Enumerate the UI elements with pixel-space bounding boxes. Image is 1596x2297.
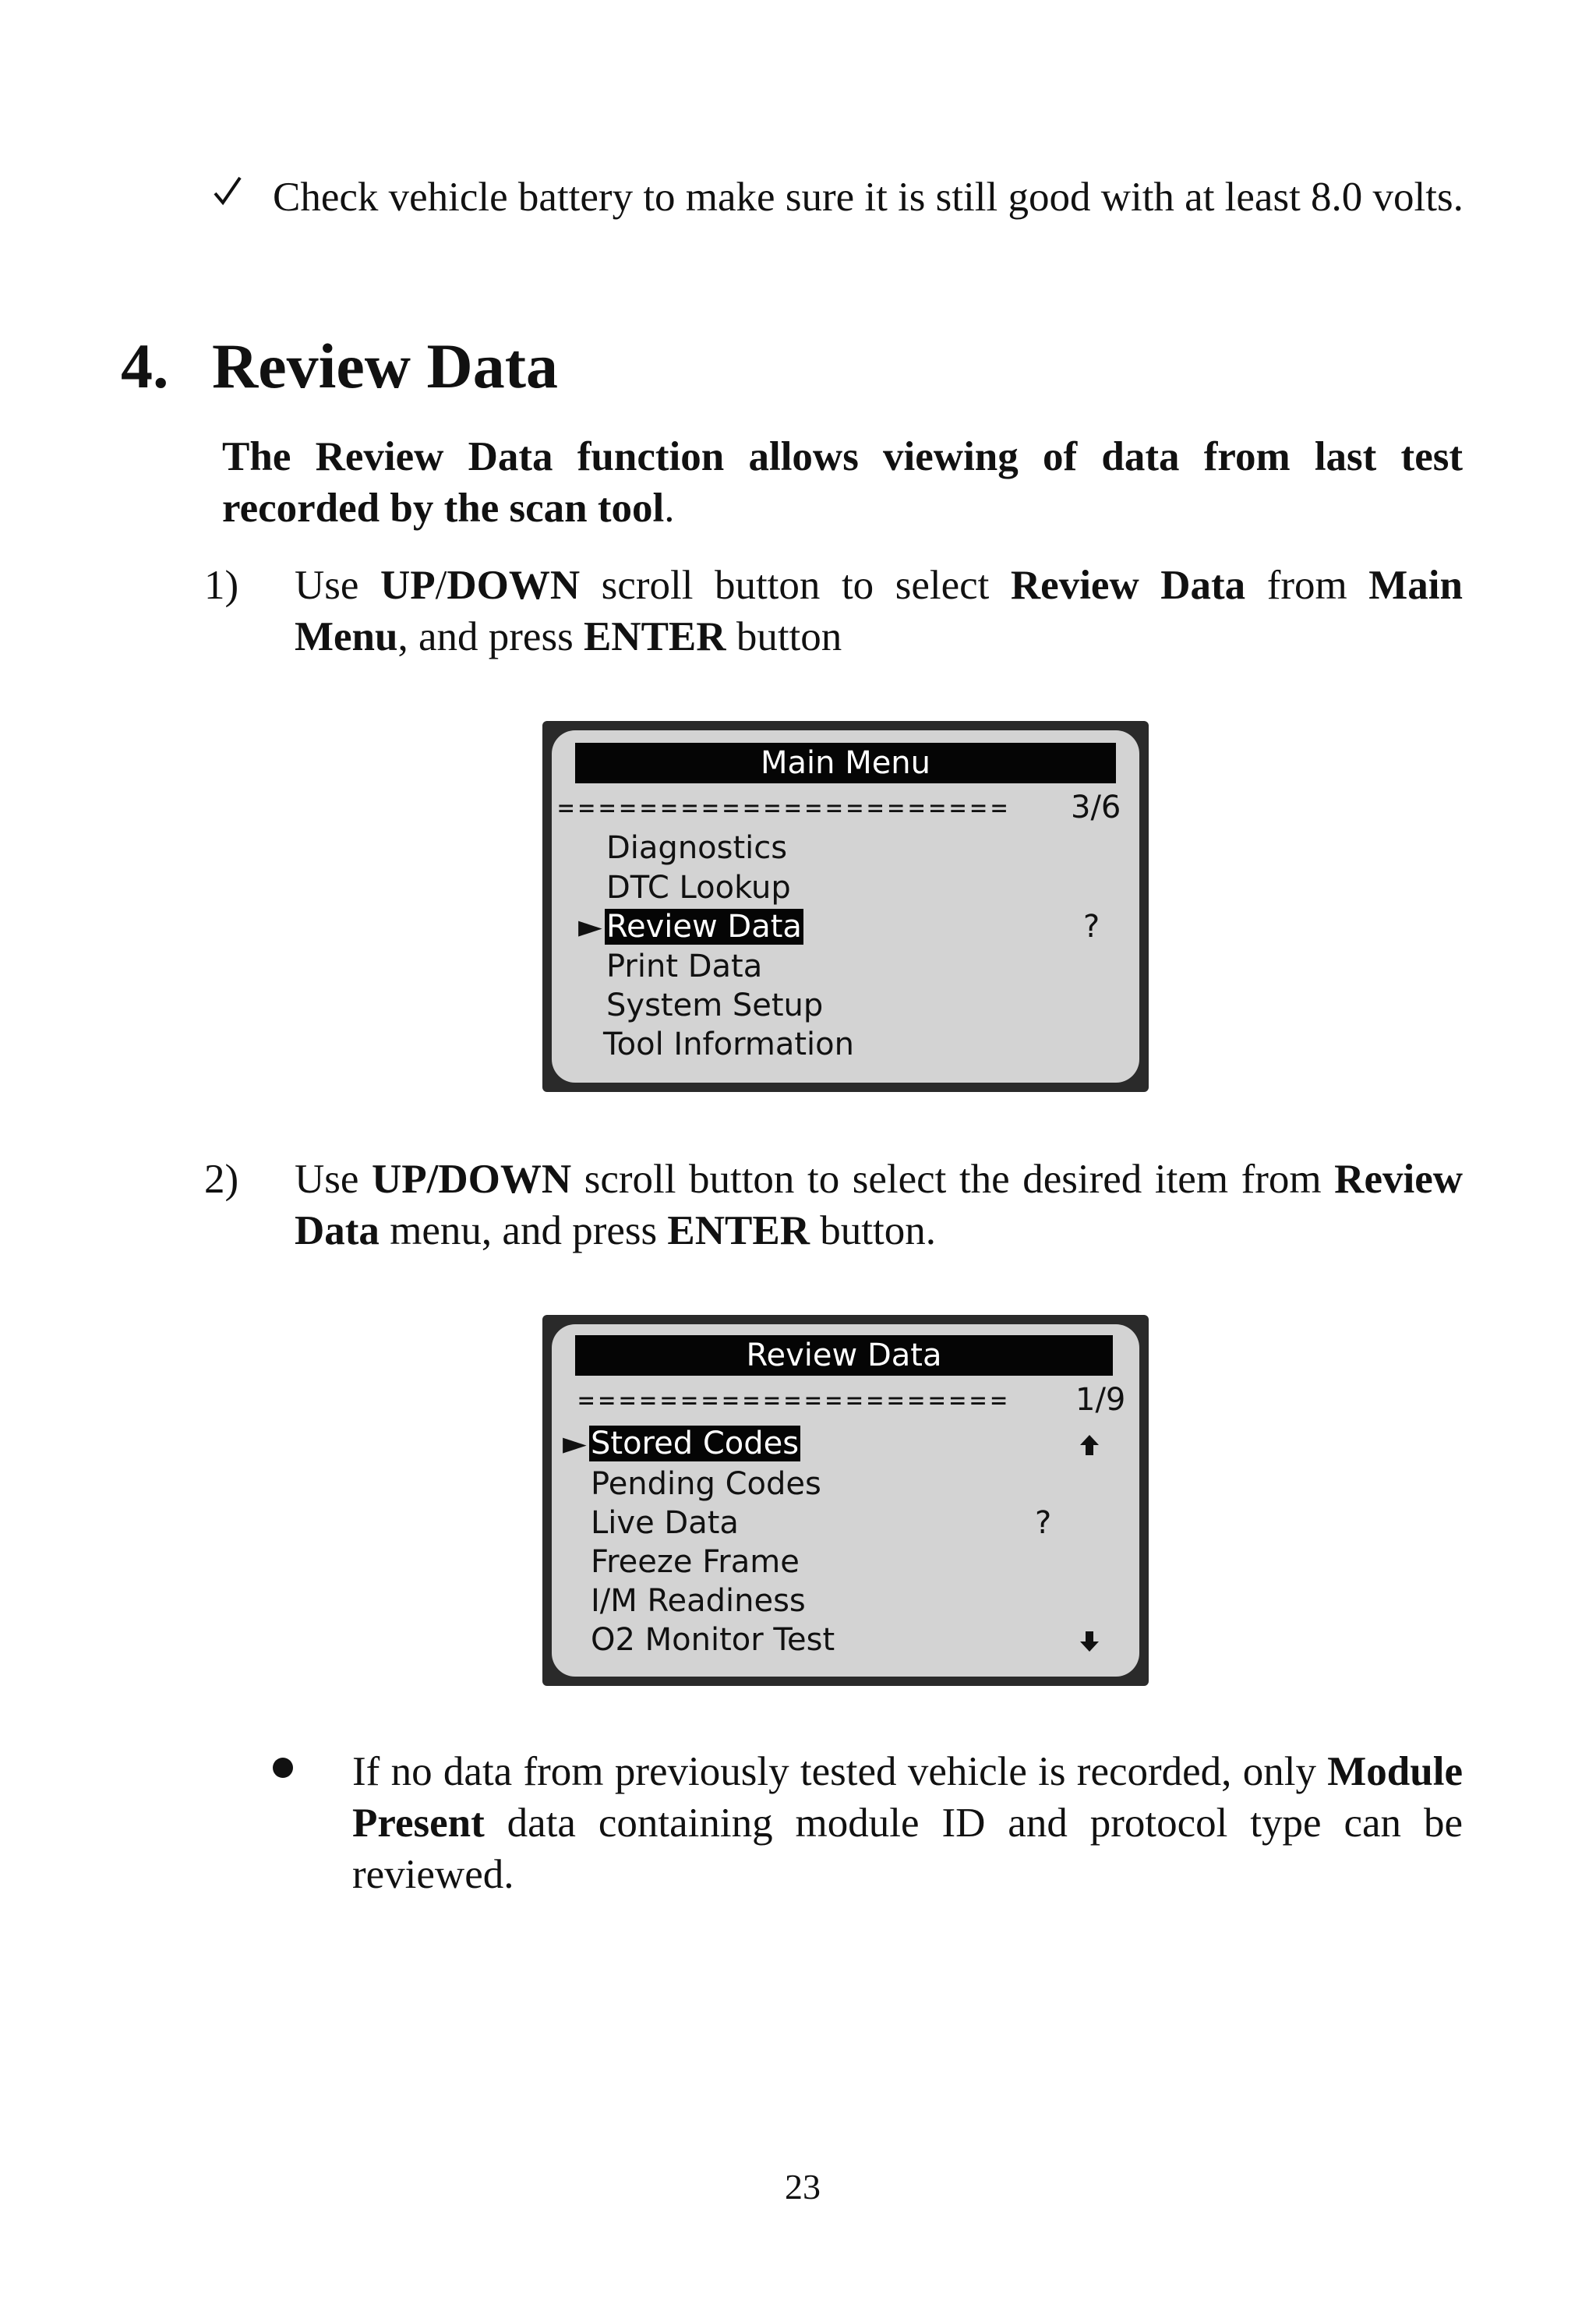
review-data-separator: ===================== xyxy=(578,1385,1012,1416)
note-text: If no data from previously tested vehicle is recorded, only Module Present data containing module ID and protocol type can be reviewed. xyxy=(352,1749,1463,1897)
menu-item-pending-codes[interactable]: Pending Codes xyxy=(591,1466,821,1502)
menu-item-diagnostics[interactable]: Diagnostics xyxy=(606,830,788,866)
selection-pointer-icon: ► xyxy=(578,909,602,945)
arrow-up-icon xyxy=(1079,1433,1100,1457)
menu-item-live-data[interactable]: Live Data xyxy=(591,1505,739,1541)
section-title: Review Data xyxy=(212,330,559,401)
main-menu-counter: 3/6 xyxy=(1071,790,1121,825)
menu-item-system-setup[interactable]: System Setup xyxy=(606,988,824,1023)
menu-item-tool-information[interactable]: Tool Information xyxy=(603,1027,854,1062)
step-1-number: 1) xyxy=(204,563,239,608)
step-1-text: Use UP/DOWN scroll button to select Review Data from Main Menu, and press ENTER button xyxy=(295,563,1463,659)
main-menu-separator: ====================== xyxy=(558,793,1012,824)
step-2-number: 2) xyxy=(204,1157,239,1202)
menu-item-o2-monitor-test[interactable]: O2 Monitor Test xyxy=(591,1622,835,1658)
menu-item-stored-codes[interactable]: Stored Codes xyxy=(591,1426,800,1461)
bullet-icon xyxy=(273,1758,293,1778)
main-menu-title: Main Menu xyxy=(575,743,1116,783)
section-description xyxy=(222,431,1463,534)
main-menu-screen xyxy=(542,721,1149,1092)
arrow-down-icon xyxy=(1079,1630,1100,1653)
section-number: 4. xyxy=(121,330,169,401)
review-data-counter: 1/9 xyxy=(1075,1382,1126,1418)
help-marker: ? xyxy=(1083,909,1100,945)
menu-item-review-data[interactable]: Review Data xyxy=(606,909,802,945)
menu-item-freeze-frame[interactable]: Freeze Frame xyxy=(591,1544,800,1580)
page-number: 23 xyxy=(785,2167,821,2207)
selection-pointer-icon: ► xyxy=(563,1426,587,1461)
description-bold: The Review Data function allows viewing of data from last test recorded by the scan tool xyxy=(222,434,1463,531)
step-2-text: Use UP/DOWN scroll button to select the desired item from Review Data menu, and press ENTER button. xyxy=(295,1157,1463,1253)
menu-item-im-readiness[interactable]: I/M Readiness xyxy=(591,1583,806,1619)
check-mark-icon xyxy=(212,171,243,210)
description-end: . xyxy=(664,486,675,531)
menu-item-print-data[interactable]: Print Data xyxy=(606,949,763,984)
review-data-screen xyxy=(542,1315,1149,1686)
review-data-title: Review Data xyxy=(575,1335,1113,1376)
menu-item-dtc-lookup[interactable]: DTC Lookup xyxy=(606,870,791,906)
help-marker: ? xyxy=(1035,1505,1052,1541)
battery-check-text: Check vehicle battery to make sure it is still good with at least 8.0 volts. xyxy=(273,175,1464,220)
